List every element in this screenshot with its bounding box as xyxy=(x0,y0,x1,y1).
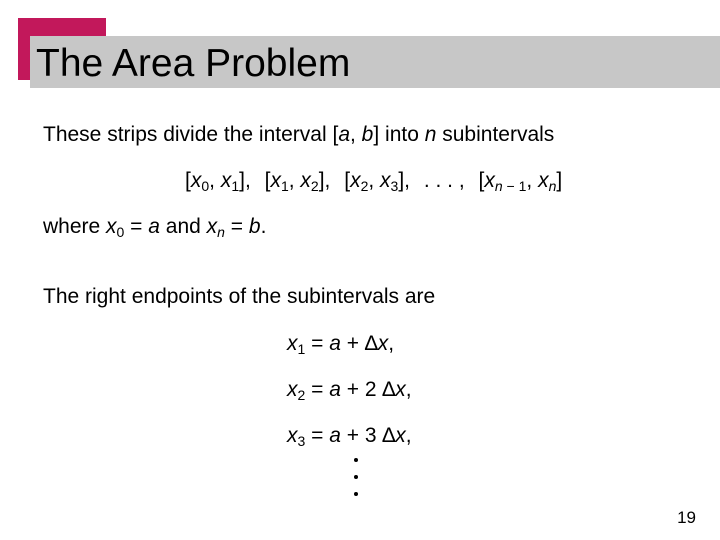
interval-list: [$x_0$, $x_1$], [$x_1$, $x_2$], [$x_2$, $x_3$], . . . , [$x_{n - 1}$, $x_n$] xyxy=(185,169,563,194)
ellipsis-dot xyxy=(354,492,358,496)
equation-x2: $x_2 = a + 2$ ∆x, xyxy=(287,378,412,403)
slide-title: The Area Problem xyxy=(36,42,351,85)
paragraph-subintervals: These strips divide the interval [a, b] into n subintervals xyxy=(43,123,555,146)
paragraph-right-endpoints: The right endpoints of the subintervals are xyxy=(43,285,436,308)
equation-x3: $x_3 = a + 3$ ∆x, xyxy=(287,424,412,449)
ellipsis-dot xyxy=(354,475,358,479)
paragraph-endpoints-definition: where $x_0 = a$ and $x_n = b$. xyxy=(43,215,267,240)
equation-x1: $x_1 = a + \Delta x$, xyxy=(287,332,395,357)
vertical-ellipsis xyxy=(351,458,361,509)
page-number: 19 xyxy=(677,508,696,527)
ellipsis-dot xyxy=(354,458,358,462)
